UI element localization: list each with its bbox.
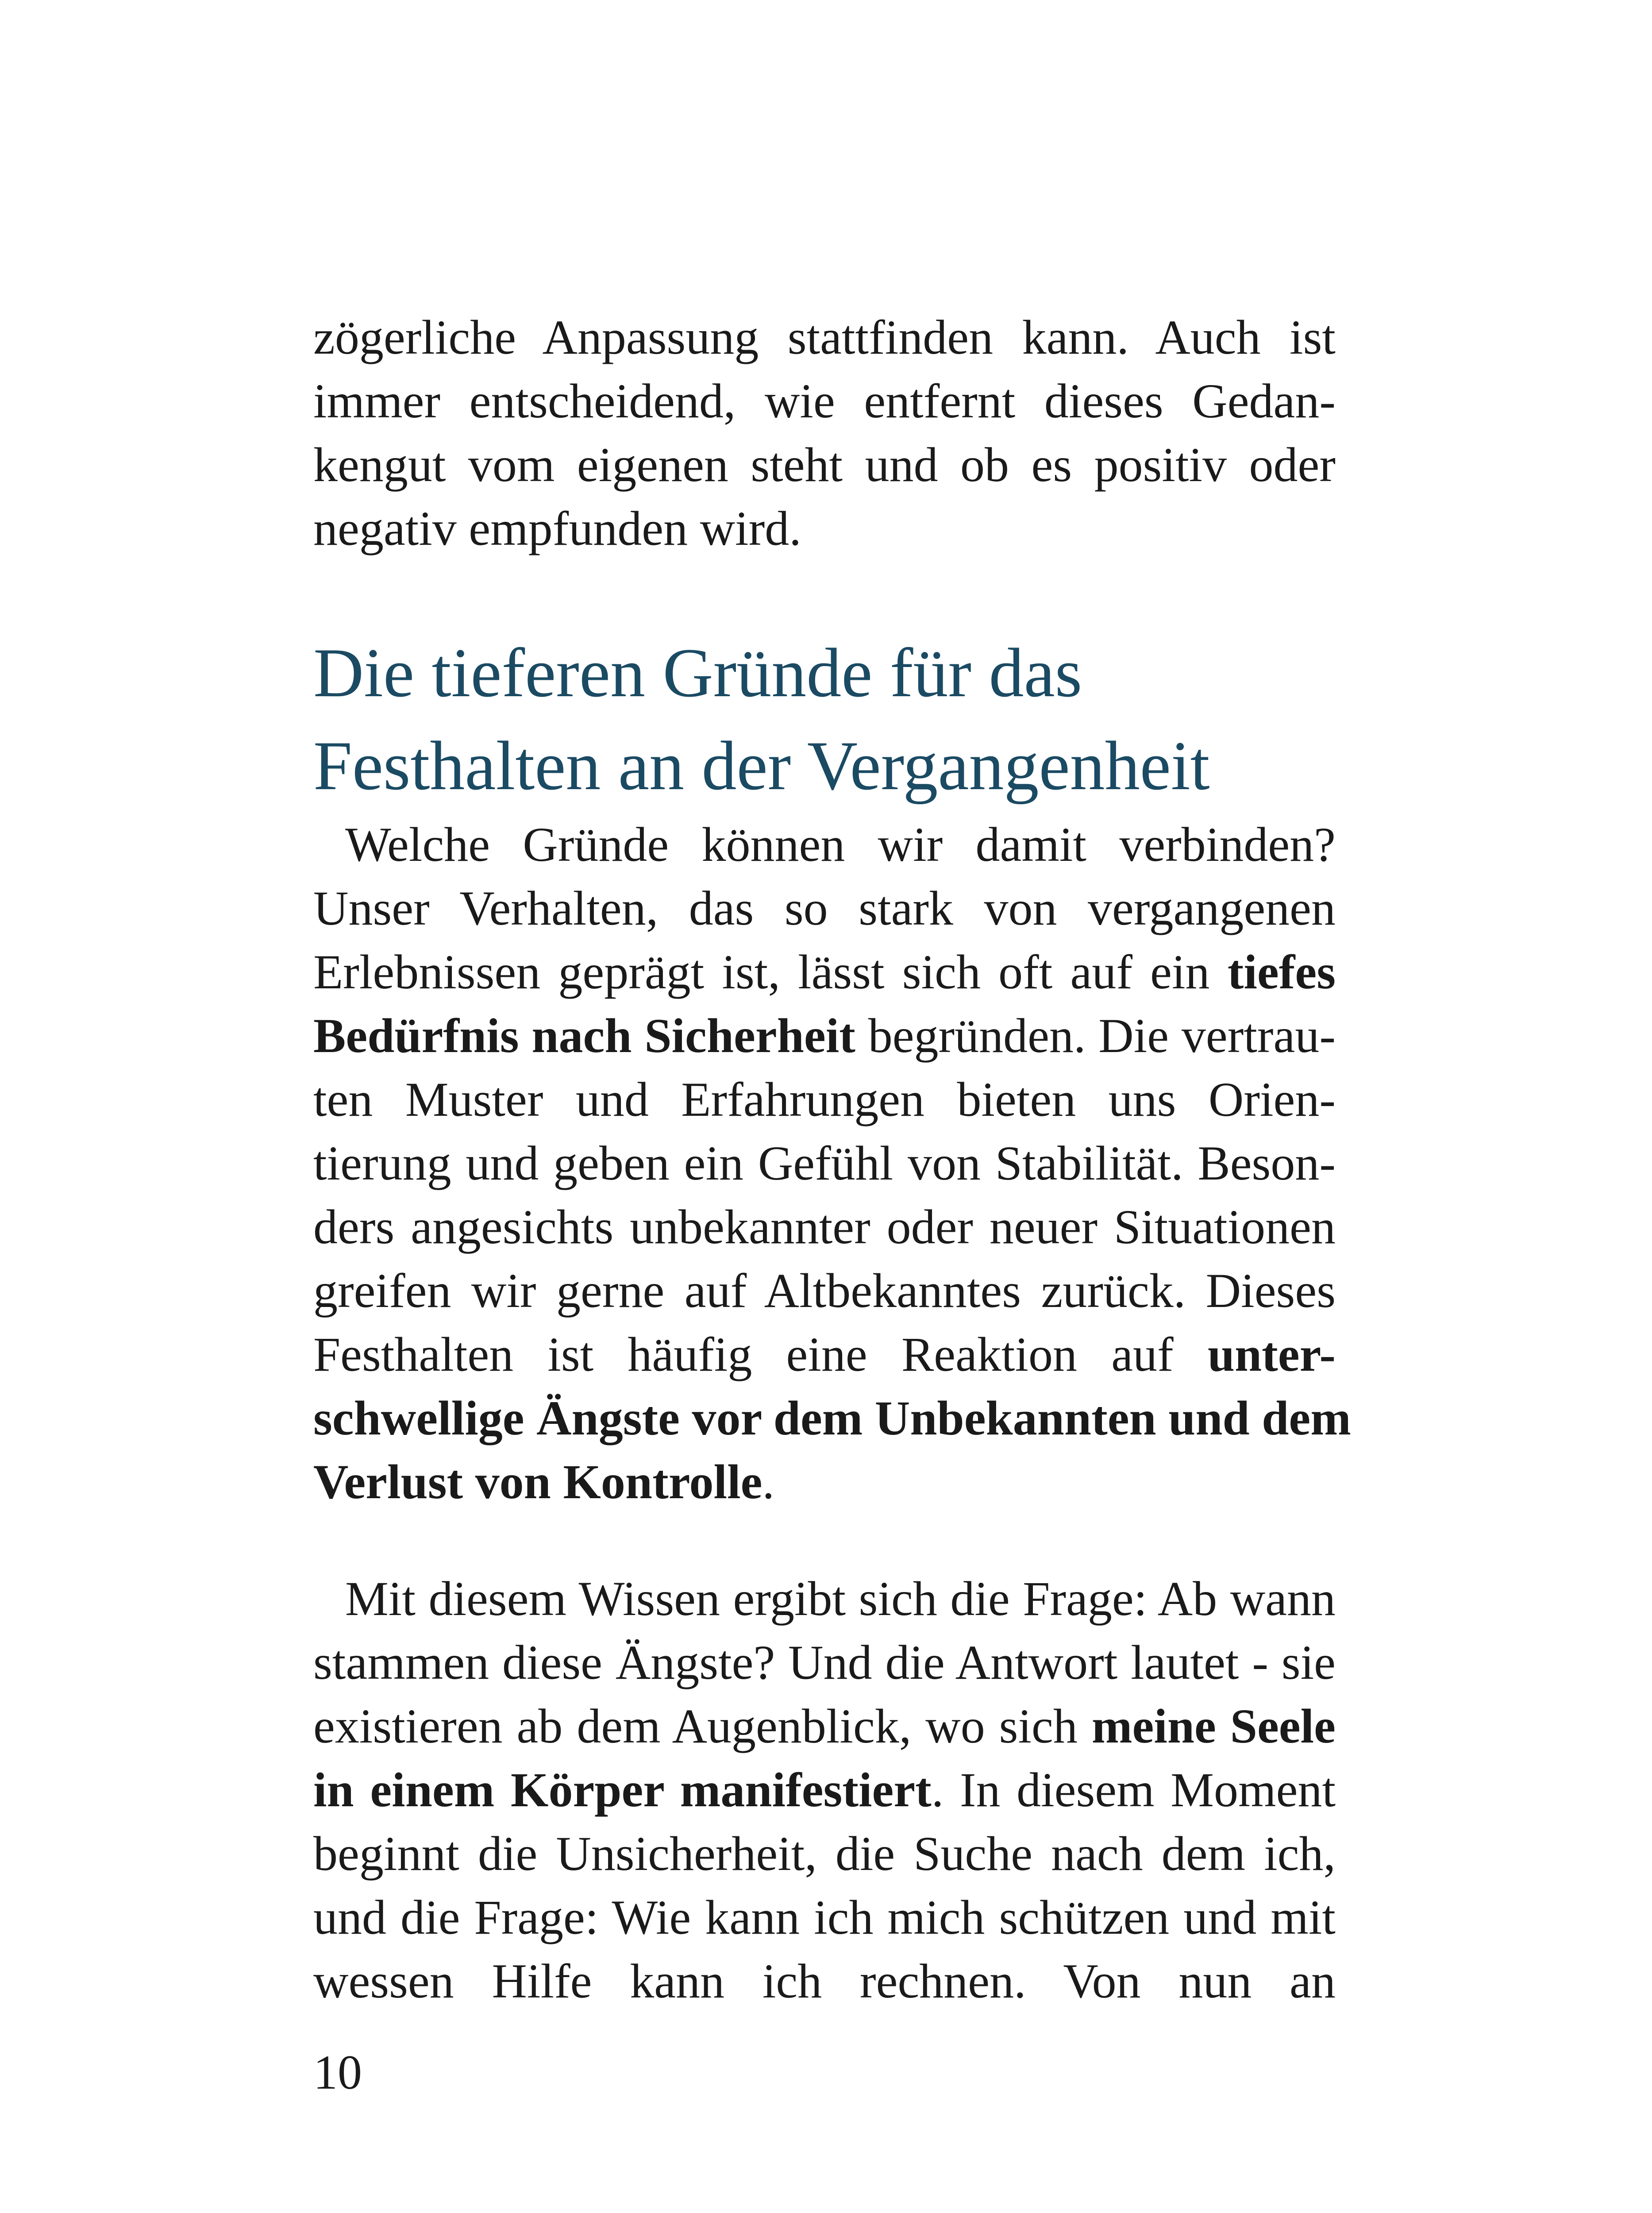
bold-text: schwellige Ängste vor dem Unbekannten und dem (313, 1391, 1351, 1445)
bold-text: unter- (1207, 1327, 1336, 1381)
text-line (313, 940, 1336, 1004)
bold-text: tiefes (1227, 945, 1336, 999)
text-span: . In diesem Moment (931, 1763, 1336, 1817)
text-span: . (762, 1455, 774, 1509)
text-span: begründen. Die vertrau- (855, 1009, 1336, 1063)
text-line (313, 1758, 1336, 1822)
intro-paragraph (313, 305, 1336, 560)
bold-text: in einem Körper manifestiert (313, 1763, 932, 1817)
text-line: zögerliche Anpassung stattfinden kann. Auch ist (313, 310, 1336, 364)
text-line: beginnt die Unsicherheit, die Suche nach dem ich, (313, 1827, 1336, 1881)
heading-line: Festhalten an der Vergangenheit (313, 727, 1210, 805)
text-line: tierung und geben ein Gefühl von Stabilität. Beson- (313, 1136, 1336, 1190)
bold-text: Verlust von Kontrolle (313, 1455, 762, 1509)
text-line: immer entscheidend, wie entfernt dieses Gedan- (313, 374, 1336, 428)
text-line (313, 1322, 1336, 1386)
text-line: stammen diese Ängste? Und die Antwort lautet - sie (313, 1635, 1336, 1689)
text-line: Mit diesem Wissen ergibt sich die Frage: Ab wann (345, 1572, 1336, 1626)
text-line (313, 1450, 1336, 1514)
bold-text: Bedürfnis nach Sicherheit (313, 1009, 855, 1063)
text-span: Festhalten ist häufig eine Reaktion auf (313, 1327, 1208, 1381)
text-line: Welche Gründe können wir damit verbinden? (345, 817, 1336, 871)
text-line: kengut vom eigenen steht und ob es positiv oder (313, 438, 1336, 492)
text-line (313, 1694, 1336, 1758)
heading-line: Die tieferen Gründe für das (313, 634, 1082, 712)
text-line: Unser Verhalten, das so stark von vergangenen (313, 881, 1336, 935)
text-line: ten Muster und Erfahrungen bieten uns Orien- (313, 1072, 1336, 1126)
book-page-body (313, 305, 1351, 2013)
paragraph-security (313, 813, 1351, 1514)
paragraph-fears (313, 1567, 1336, 2013)
text-line: und die Frage: Wie kann ich mich schützen und mit (313, 1890, 1336, 1944)
text-line: greifen wir gerne auf Altbekanntes zurück. Dieses (313, 1264, 1336, 1318)
section-heading (313, 627, 1336, 813)
text-line: wessen Hilfe kann ich rechnen. Von nun an (313, 1954, 1336, 2008)
bold-text: meine Seele (1091, 1699, 1336, 1753)
page-number: 10 (313, 2045, 362, 2099)
text-span: Erlebnissen geprägt ist, lässt sich oft auf ein (313, 945, 1228, 999)
text-line: negativ empfunden wird. (313, 501, 801, 555)
paragraph-gap (313, 1514, 1336, 1567)
text-line (313, 1004, 1336, 1068)
text-line (313, 1386, 1351, 1450)
text-span: existieren ab dem Augenblick, wo sich (313, 1699, 1092, 1753)
text-line: ders angesichts unbekannter oder neuer Situationen (313, 1200, 1336, 1254)
